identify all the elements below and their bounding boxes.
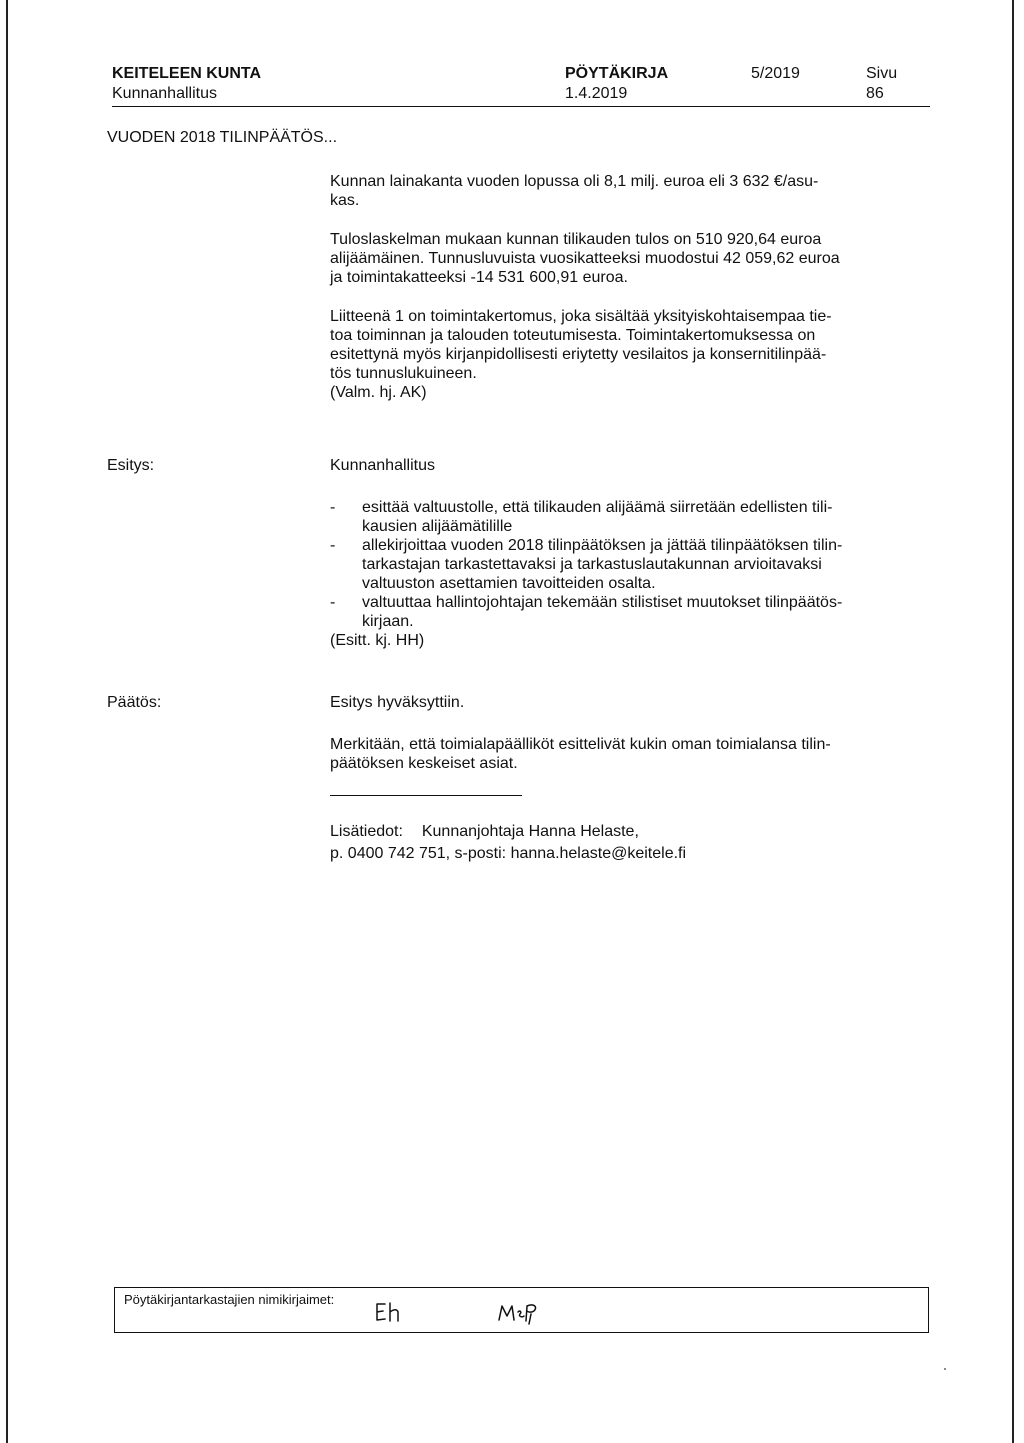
- scan-speck: [944, 1368, 946, 1370]
- proposal-item-text: allekirjoittaa vuoden 2018 tilinpäätöksen ja jättää tilinpäätöksen tilin- tarkastajan tarkastettavaksi ja tarkastuslautakunnan arvioitavaksi valtuuston asettamien tavoitteiden osalta.: [362, 537, 843, 592]
- page-label: Sivu: [866, 65, 898, 82]
- initials-box: [114, 1287, 929, 1333]
- decision-label: Päätös:: [107, 694, 162, 711]
- decision-text: Esitys hyväksyttiin.: [330, 694, 465, 711]
- body-name: Kunnanhallitus: [112, 85, 217, 102]
- proposal-item: [330, 593, 930, 631]
- org-name: KEITELEEN KUNTA: [112, 65, 262, 82]
- page-number: 86: [866, 85, 884, 102]
- section-title: VUODEN 2018 TILINPÄÄTÖS...: [107, 129, 338, 146]
- separator-line: [330, 795, 522, 796]
- header-rule: [112, 106, 930, 107]
- contact-details: p. 0400 742 751, s-posti: hanna.helaste@keitele.fi: [330, 845, 687, 862]
- proposal-list: [330, 498, 930, 650]
- contact-info: [330, 821, 686, 865]
- meeting-number: 5/2019: [751, 65, 800, 82]
- scan-edge-left: [6, 0, 8, 1443]
- reviewer-initials-2: [496, 1300, 542, 1326]
- contact-person: Kunnanjohtaja Hanna Helaste,: [421, 823, 639, 840]
- proposal-item: [330, 498, 930, 536]
- initials-box-label: Pöytäkirjantarkastajien nimikirjaimet:: [124, 1292, 335, 1307]
- contact-label: Lisätiedot:: [330, 823, 403, 840]
- doc-type: PÖYTÄKIRJA: [565, 65, 669, 82]
- scan-edge-right: [1012, 0, 1014, 1443]
- bullet-dash: -: [330, 594, 336, 611]
- intro-text: [330, 172, 930, 402]
- paragraph-annual-report: Liitteenä 1 on toimintakertomus, joka sisältää yksityiskohtaisempaa tie- toa toiminnan ja talouden toteutumisesta. Toimintakertomuksessa on esitettynä myös kirjanpidollisesti eriytetty vesilaitos ja konsernitilinpää- tös tunnuslukuineen. (Valm. hj. AK): [330, 308, 832, 401]
- reviewer-initials-1: [373, 1300, 407, 1324]
- proposal-actor: Kunnanhallitus: [330, 457, 435, 474]
- proposal-item-text: valtuuttaa hallintojohtajan tekemään stilistiset muutokset tilinpäätös- kirjaan.: [362, 594, 843, 630]
- paragraph-income-statement: Tuloslaskelman mukaan kunnan tilikauden tulos on 510 920,64 euroa alijäämäinen. Tunnusluvuista vuosikatteeksi muodostui 42 059,62 euroa ja toimintakatteeksi -14 531 600,91 euroa.: [330, 231, 840, 286]
- bullet-dash: -: [330, 537, 336, 554]
- proposal-preparer: (Esitt. kj. HH): [330, 632, 425, 649]
- paragraph-loan-stock: Kunnan lainakanta vuoden lopussa oli 8,1 milj. euroa eli 3 632 €/asu- kas.: [330, 173, 819, 209]
- bullet-dash: -: [330, 499, 336, 516]
- proposal-item-text: esittää valtuustolle, että tilikauden alijäämä siirretään edellisten tili- kausien alijäämätilille: [362, 499, 833, 535]
- proposal-item: [330, 536, 930, 593]
- meeting-date: 1.4.2019: [565, 85, 628, 102]
- proposal-label: Esitys:: [107, 457, 155, 474]
- decision-note: Merkitään, että toimialapäälliköt esittelivät kukin oman toimialansa tilin- päätöksen keskeiset asiat.: [330, 736, 831, 772]
